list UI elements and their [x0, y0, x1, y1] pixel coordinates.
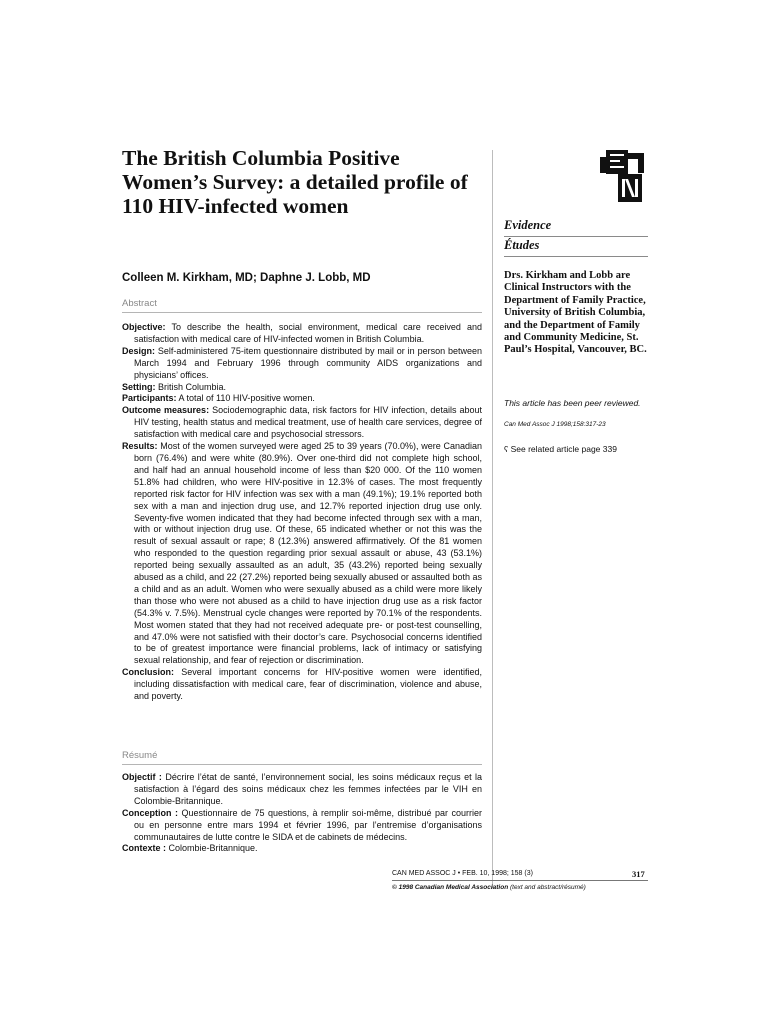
column-divider: [492, 150, 493, 888]
abstract-results: Results: Most of the women surveyed were aged 25 to 39 years (70.0%), were Canadian born (76.4%) and were white (80.9%). Over one-third did not complete high school, and half had an annual household income of less than $20 000. Of the 110 women 51.8% had children, who were HIV-positive in 12.3% of cases. The most frequently reported risk factor for HIV infection was sex with a man (49.1%); 19.1% reported both sex with a man and injection drug use, and 12.7% reported injection drug use only. Seventy-five women indicated that they had become infected through sex with a man, with or without injection drug use. Of these, 65 indicated whether or not this was the result of sexual assault or rape; 8 (12.3%) answered affirmatively. Of the 81 women who responded to the question regarding prior sexual assault or abuse, 43 (53.1%) reported being sexually assaulted as an adult, 35 (43.2%) reported being sexually abused as a child, and 22 (27.2%) reported being sexually abused or assaulted both as a child and as an adult. Women who were sexually abused as a child were more likely than those who were not abused as a child to have injection drug use as a risk factor (54.3% v. 7.5%). Menstrual cycle changes were reported by 70.1% of the respondents. Most women stated that they had not received adequate pre- or post-test counselling, and 47.0% were not satisfied with their doctor’s care. Psychosocial concerns identified to be of greatest importance were financial problems, lack of intimacy or satisfying sexual relationship, and fear of rejection or discrimination.: [122, 441, 482, 666]
peer-review-note: This article has been peer reviewed.: [504, 398, 641, 408]
author-list: Colleen M. Kirkham, MD; Daphne J. Lobb, MD: [122, 272, 371, 284]
evidence-etudes-logo-icon: [598, 147, 648, 205]
page-number: 317: [632, 869, 645, 879]
abstract-heading: Abstract: [122, 298, 482, 313]
resume-heading: Résumé: [122, 750, 482, 765]
resume-body: [122, 772, 482, 855]
related-article-link[interactable]: [504, 444, 664, 454]
section-label-etudes: Études: [504, 238, 648, 257]
related-article-icon: ʕ: [504, 444, 509, 454]
article-title: The British Columbia Positive Women’s Survey: a detailed profile of 110 HIV-infected women: [122, 146, 468, 218]
footer-journal-info: CAN MED ASSOC J • FEB. 10, 1998; 158 (3): [392, 870, 533, 877]
journal-citation: Can Med Assoc J 1998;158:317-23: [504, 421, 606, 428]
resume-contexte: Contexte : Colombie-Britannique.: [122, 843, 258, 854]
section-label-evidence: Evidence: [504, 218, 648, 237]
copyright-line: © 1998 Canadian Medical Association (text and abstract/résumé): [392, 884, 586, 891]
resume-objectif: Objectif : Décrire l’état de santé, l’environnement social, les soins médicaux reçus et la satisfaction à l’égard des soins médicaux chez les femmes infectées par le VIH en Colombie-Britannique.: [122, 772, 482, 806]
abstract-conclusion: Conclusion: Several important concerns for HIV-positive women were identified, including dissatisfaction with medical care, fear of discrimination, violence and abuse, and poverty.: [122, 667, 482, 702]
abstract-outcome-measures: Outcome measures: Sociodemographic data, risk factors for HIV infection, details about HIV testing, health status and medical treatment, use of health care services, degree of satisfaction with medical care and psychosocial stressors.: [122, 405, 482, 440]
author-affiliation: Drs. Kirkham and Lobb are Clinical Instructors with the Department of Family Practice, University of British Columbia, and the Department of Family and Community Medicine, St. Paul’s Hospital, Vancouver, BC.: [504, 270, 647, 356]
abstract-objective: Objective: To describe the health, social environment, medical care received and satisfaction with medical care of HIV-infected women in British Columbia.: [122, 322, 482, 344]
abstract-body: [122, 322, 482, 703]
abstract-setting: Setting: British Columbia.: [122, 381, 227, 392]
footer-divider: [392, 880, 648, 881]
abstract-participants: Participants: A total of 110 HIV-positive women.: [122, 393, 315, 404]
abstract-design: Design: Self-administered 75-item questionnaire distributed by mail or in person between March 1994 and February 1996 through community AIDS organizations and physicians’ offices.: [122, 345, 482, 380]
resume-conception: Conception : Questionnaire de 75 questions, à remplir soi-même, distribué par courrier ou en personne entre mars 1994 et février 1996, par l’entremise d’organisations communautaires de lutte contre le SIDA et de cabinets de médecins.: [122, 807, 482, 842]
related-article-text: See related article page 339: [508, 444, 617, 454]
